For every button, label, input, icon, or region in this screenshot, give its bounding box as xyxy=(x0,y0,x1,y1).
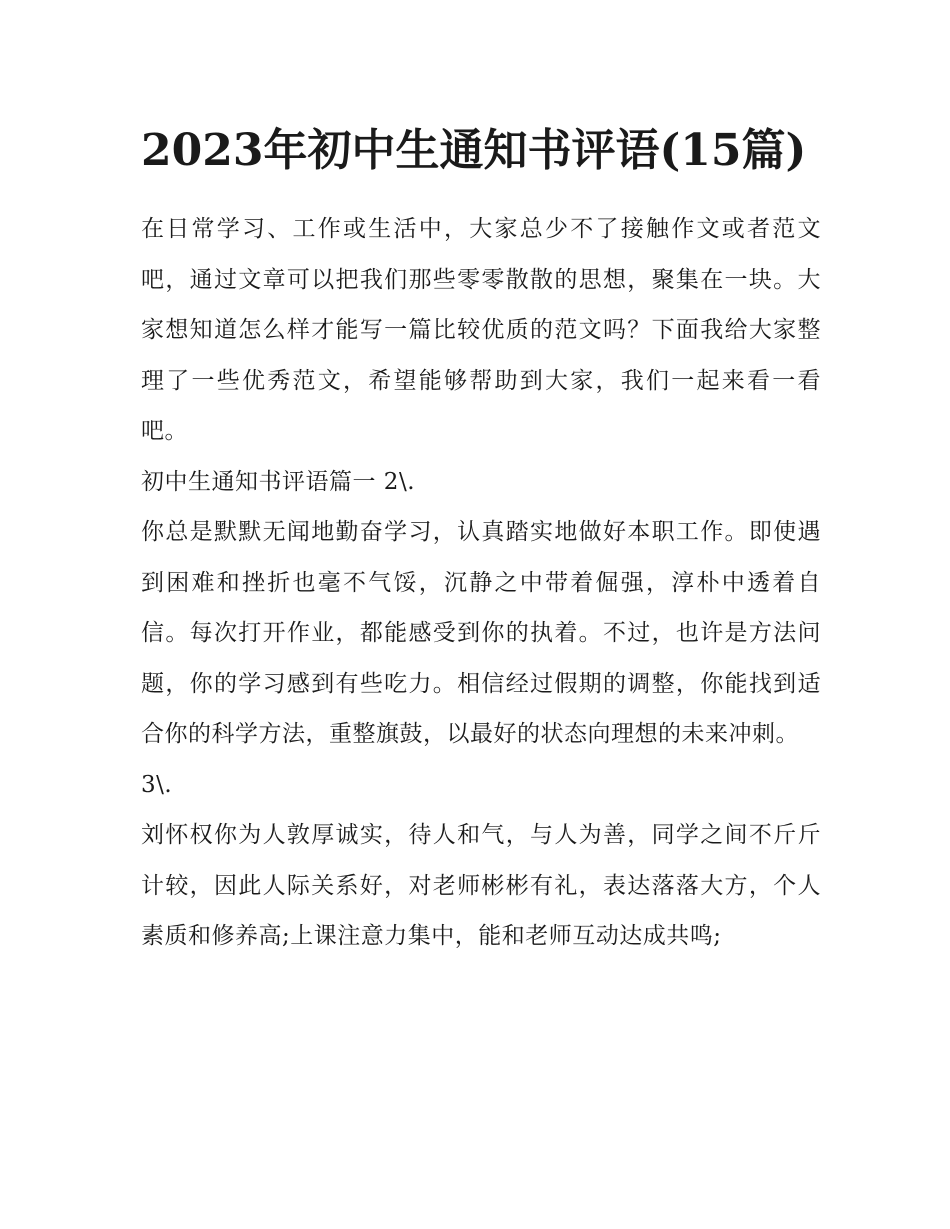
section-heading: 初中生通知书评语篇一 2\. xyxy=(141,468,416,495)
document-title: 2023年初中生通知书评语(15篇) xyxy=(141,125,807,176)
comment-paragraph: 你总是默默无闻地勤奋学习，认真踏实地做好本职工作。即使遇到困难和挫折也毫不气馁，沉静之中带着倔强，淳朴中透着自信。每次打开作业，都能感受到你的执着。不过，也许是方法问题，你的学习感到有些吃力。相信经过假期的调整，你能找到适合你的科学方法，重整旗鼓，以最好的状态向理想的未来冲刺。 xyxy=(141,519,821,747)
comment-paragraph: 刘怀权你为人敦厚诚实，待人和气，与人为善，同学之间不斤斤计较，因此人际关系好，对老师彬彬有礼，表达落落大方，个人素质和修养高;上课注意力集中，能和老师互动达成共鸣; xyxy=(141,822,821,949)
item-number: 3\. xyxy=(141,771,173,798)
intro-paragraph: 在日常学习、工作或生活中，大家总少不了接触作文或者范文吧，通过文章可以把我们那些零零散散的思想，聚集在一块。大家想知道怎么样才能写一篇比较优质的范文吗？下面我给大家整理了一些优秀范文，希望能够帮助到大家，我们一起来看一看吧。 xyxy=(141,216,821,444)
document-body xyxy=(141,112,821,962)
